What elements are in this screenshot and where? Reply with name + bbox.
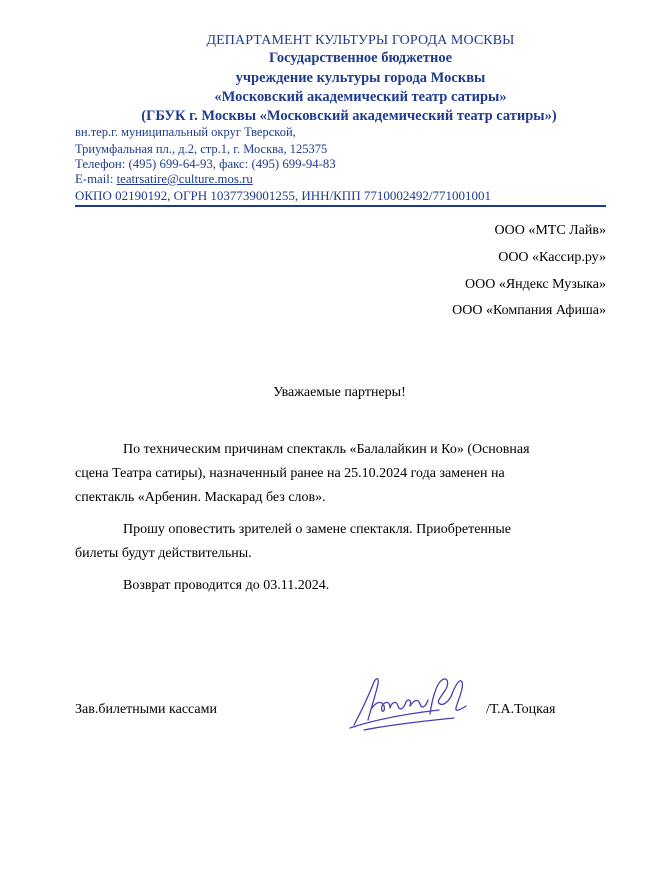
address-line1: вн.тер.г. муниципальный округ Тверской,: [75, 125, 296, 139]
department-name: ДЕПАРТАМЕНТ КУЛЬТУРЫ ГОРОДА МОСКВЫ: [206, 33, 515, 48]
email-line: [75, 171, 253, 188]
registration-codes: ОКПО 02190192, ОГРН 1037739001255, ИНН/КПП 7710002492/771001001: [75, 188, 491, 203]
paragraph-line: Прошу оповестить зрителей о замене спектакля. Приобретенные: [123, 522, 512, 537]
email-label: E-mail:: [75, 172, 117, 186]
paragraph-replacement-notice: [75, 438, 595, 510]
paragraph-line: Возврат проводится до 03.11.2024.: [123, 578, 330, 593]
paragraph-line: билеты будут действительны.: [75, 546, 252, 561]
paragraph-line: По техническим причинам спектакль «Балалайкин и Ко» (Основная: [123, 442, 530, 457]
org-name-line1: Государственное бюджетное: [268, 50, 453, 66]
paragraph-line: спектакль «Арбенин. Маскарад без слов».: [75, 490, 326, 505]
org-name-line2: учреждение культуры города Москвы: [235, 70, 486, 86]
handwritten-signature: [344, 670, 476, 734]
org-short-name: (ГБУК г. Москвы «Московский академический театр сатиры»): [141, 108, 557, 124]
email-link[interactable]: teatrsatire@culture.mos.ru: [116, 172, 253, 186]
paragraph-line: сцена Театра сатиры), назначенный ранее на 25.10.2024 года заменен на: [75, 466, 505, 481]
paragraph-notify-viewers: [75, 518, 595, 566]
addressee-4: ООО «Компания Афиша»: [452, 303, 606, 318]
header-divider: [75, 205, 606, 207]
org-name-line3: «Московский академический театр сатиры»: [214, 89, 507, 105]
phone-fax-line: Телефон: (495) 699-64-93, факс: (495) 699-94-83: [75, 157, 336, 171]
signatory-title: Зав.билетными кассами: [75, 702, 217, 717]
addressee-1: ООО «МТС Лайв»: [494, 223, 606, 238]
greeting: Уважаемые партнеры!: [273, 385, 406, 400]
paragraph-refund-deadline: [75, 574, 595, 598]
addressee-2: ООО «Кассир.ру»: [498, 250, 606, 265]
address-line2: Триумфальная пл., д.2, стр.1, г. Москва, 125375: [75, 142, 328, 156]
signatory-name: /Т.А.Тоцкая: [486, 702, 556, 717]
addressee-3: ООО «Яндекс Музыка»: [464, 277, 606, 292]
